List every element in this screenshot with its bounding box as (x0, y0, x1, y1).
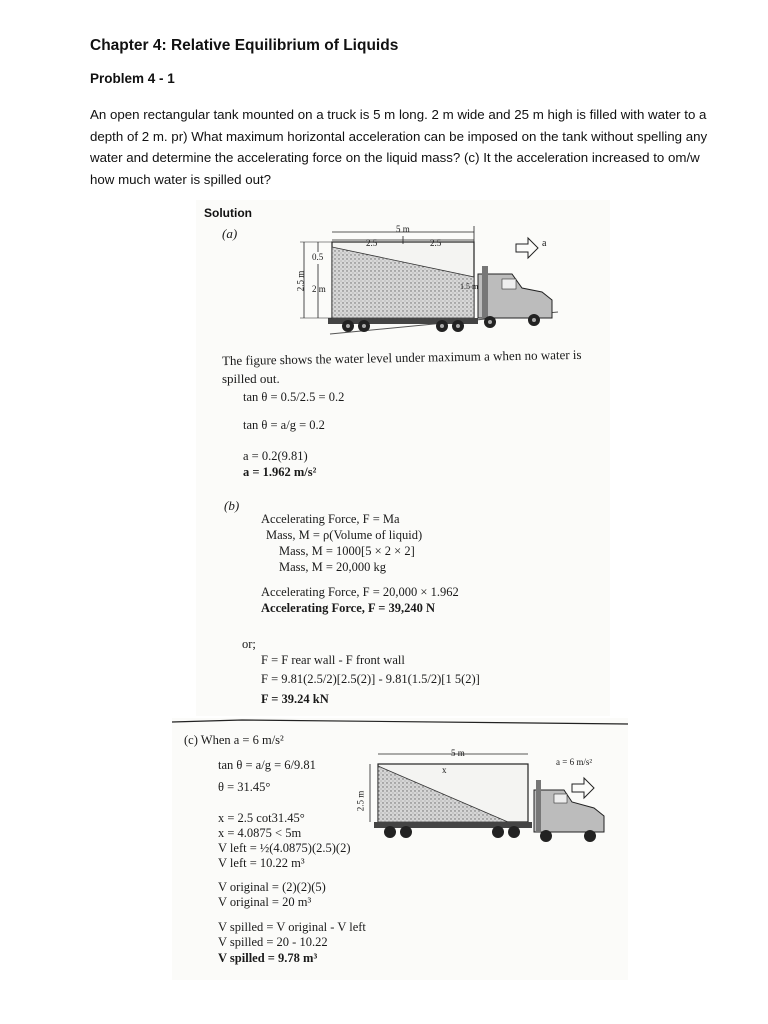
part-c-line-4: x = 2.5 cot31.45° (218, 811, 305, 825)
problem-heading: Problem 4 - 1 (90, 71, 175, 86)
part-b-line-1: Accelerating Force, F = Ma (261, 512, 400, 526)
part-b-line-8: F = 9.81(2.5/2)[2.5(2)] - 9.81(1.5/2)[1 5(2)] (261, 672, 480, 686)
part-c-line-11: V spilled = 20 - 10.22 (218, 935, 328, 949)
part-c-line-2: tan θ = a/g = 6/9.81 (218, 758, 316, 772)
truck-figure-c (350, 750, 620, 865)
part-b-line-2: Mass, M = ρ(Volume of liquid) (266, 528, 423, 542)
fig-a-length: 5 m (396, 224, 410, 234)
fig-c-x: x (442, 765, 447, 775)
solution-heading: Solution (204, 206, 252, 220)
part-c-label-text: (c) (184, 733, 198, 747)
part-a-eq-4: a = 1.962 m/s² (243, 465, 317, 479)
part-a-label: (a) (222, 226, 238, 241)
fig-a-half-right: 2.5 (430, 238, 442, 248)
fig-c-height: 2.5 m (355, 790, 366, 812)
part-b-line-6: Accelerating Force, F = 39,240 N (261, 601, 436, 615)
part-c-line-10: V spilled = V original - V left (218, 920, 366, 934)
part-b-or: or; (242, 637, 256, 651)
part-b-line-3: Mass, M = 1000[5 × 2 × 2] (279, 544, 415, 558)
chapter-title: Chapter 4: Relative Equilibrium of Liquids (90, 37, 399, 54)
fig-a-rise: 0.5 (312, 252, 324, 262)
part-a-eq-1: tan θ = 0.5/2.5 = 0.2 (243, 390, 345, 404)
part-b-line-4: Mass, M = 20,000 kg (279, 560, 387, 574)
part-c-line-3: θ = 31.45° (218, 780, 271, 794)
part-b-line-7: F = F rear wall - F front wall (261, 653, 405, 667)
part-c-line-12: V spilled = 9.78 m³ (218, 951, 318, 965)
fig-c-length: 5 m (451, 748, 465, 758)
fig-c-accel: a = 6 m/s² (556, 757, 593, 767)
part-a-eq-2: tan θ = a/g = 0.2 (243, 418, 325, 432)
fig-a-depth: 2 m (312, 284, 326, 294)
fig-a-accel: a (542, 238, 547, 249)
part-c-label (184, 733, 284, 748)
scan-divider (172, 718, 628, 726)
part-c-line-7: V left = 10.22 m³ (218, 856, 305, 870)
part-c-line-5: x = 4.0875 < 5m (218, 826, 302, 840)
part-c-line-6: V left = ½(4.0875)(2.5)(2) (218, 841, 351, 855)
part-b-line-9: F = 39.24 kN (261, 692, 329, 706)
problem-statement: An open rectangular tank mounted on a truck is 5 m long. 2 m wide and 25 m high is filled with water to a depth of 2 m. pr) What maximum horizontal acceleration can be imposed on the tank without spelling any water and determine the accelerating force on the liquid mass? (c) It the acceleration increased to om/w how much water is spilled out? (90, 107, 708, 187)
part-a-text-2: spilled out. (222, 371, 280, 386)
fig-a-height: 2.5 m (295, 270, 306, 292)
part-b-line-5: Accelerating Force, F = 20,000 × 1.962 (261, 585, 459, 599)
fig-a-half-left: 2.5 (366, 238, 378, 248)
part-a-text-1: The figure shows the water level under maximum a when no water is (221, 346, 582, 369)
part-c-line-9: V original = 20 m³ (218, 895, 312, 909)
part-a-eq-3: a = 0.2(9.81) (243, 449, 308, 463)
part-b-label: (b) (224, 498, 240, 513)
part-c-line-8: V original = (2)(2)(5) (218, 880, 326, 894)
fig-a-drop: 1.5 m (460, 282, 479, 291)
part-c-line-1: When a = 6 m/s² (200, 733, 284, 747)
